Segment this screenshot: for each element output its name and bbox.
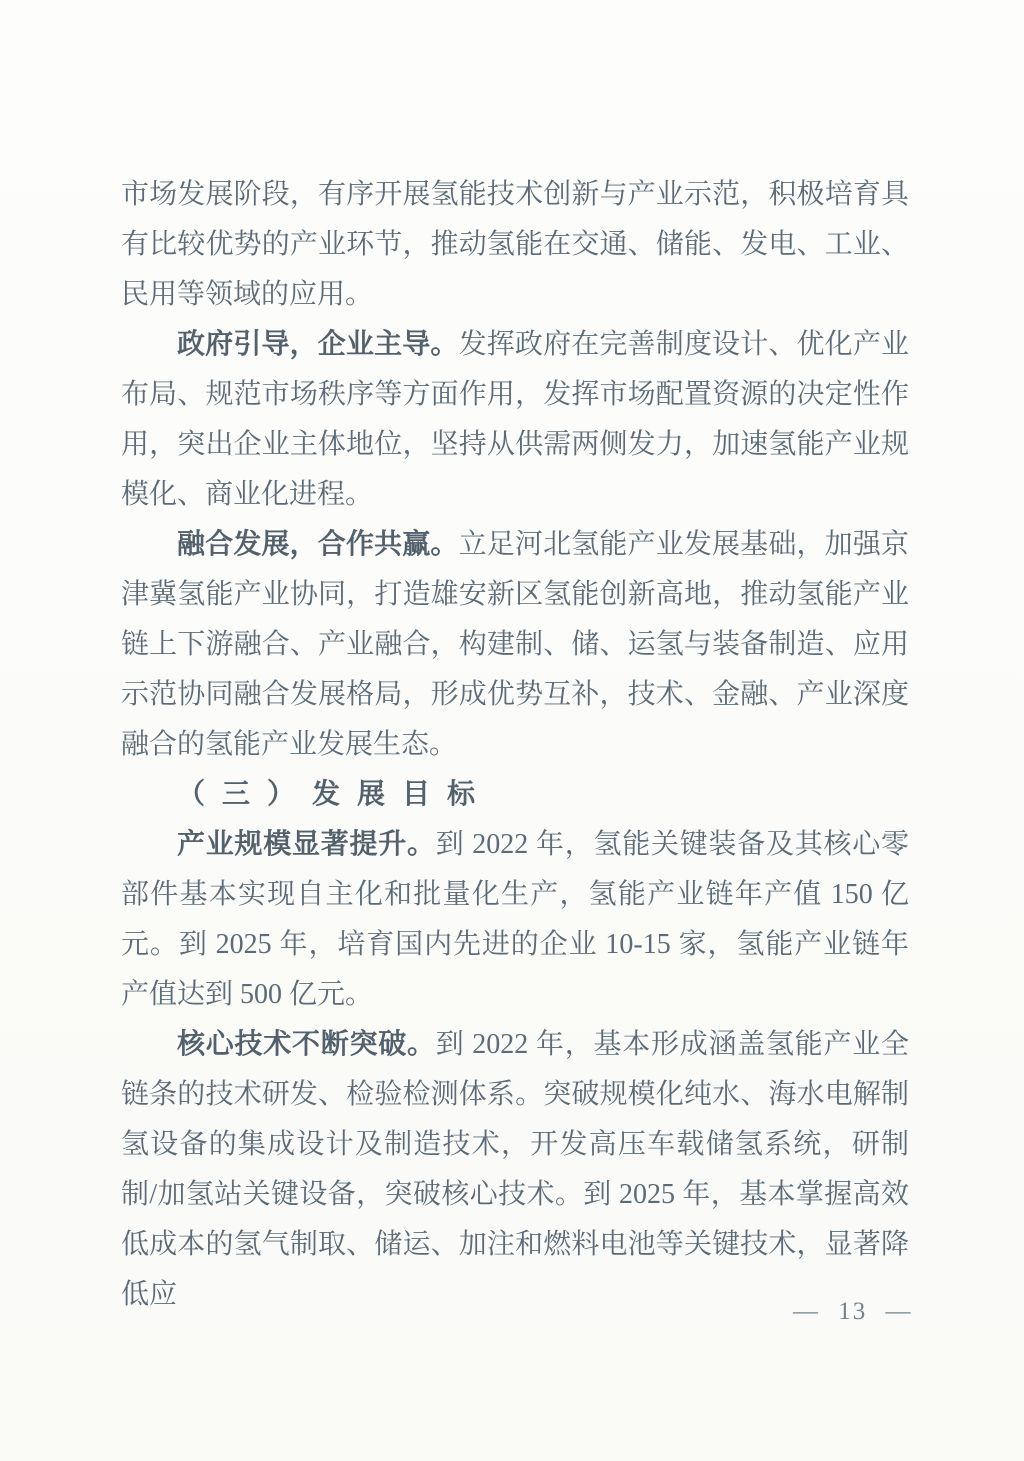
page-number: — 13 — bbox=[793, 1298, 913, 1325]
paragraph-lead: 融合发展，合作共赢。 bbox=[177, 529, 459, 560]
paragraph-lead: 政府引导，企业主导。 bbox=[177, 329, 459, 360]
paragraph-lead: 核心技术不断突破。 bbox=[177, 1029, 436, 1060]
paragraph-lead: 产业规模显著提升。 bbox=[177, 829, 436, 860]
paragraph-text: 立足河北氢能产业发展基础，加强京津冀氢能产业协同，打造雄安新区氢能创新高地，推动氢能产业链上下游融合、产业融合，构建制、储、运氢与装备制造、应用示范协同融合发展格局，形成优势互补，技术、金融、产业深度融合的氢能产业发展生态。 bbox=[121, 529, 909, 760]
paragraph-market-stage-continuation bbox=[121, 170, 909, 320]
heading-text: （三）发展目标 bbox=[177, 779, 493, 810]
paragraph-text: 到 2022 年，氢能关键装备及其核心零部件基本实现自主化和批量化生产，氢能产业链年产值 150 亿元。到 2025 年，培育国内先进的企业 10-15 家，氢能产业链年产值达到 500 亿元。 bbox=[121, 829, 909, 1010]
paragraph-text: 发挥政府在完善制度设计、优化产业布局、规范市场秩序等方面作用，发挥市场配置资源的决定性作用，突出企业主体地位，坚持从供需两侧发力，加速氢能产业规模化、商业化进程。 bbox=[121, 329, 909, 510]
paragraph-core-technology bbox=[121, 1020, 909, 1320]
paragraph-text: 到 2022 年，基本形成涵盖氢能产业全链条的技术研发、检验检测体系。突破规模化纯水、海水电解制氢设备的集成设计及制造技术，开发高压车载储氢系统，研制制/加氢站关键设备，突破核心技术。到 2025 年，基本掌握高效低成本的氢气制取、储运、加注和燃料电池等关键技术，显著降低应 bbox=[121, 1029, 909, 1310]
section-heading-development-goals bbox=[121, 770, 909, 820]
document-body bbox=[121, 170, 909, 1320]
paragraph-government-guidance bbox=[121, 320, 909, 520]
paragraph-integrated-development bbox=[121, 520, 909, 770]
paragraph-text: 市场发展阶段，有序开展氢能技术创新与产业示范，积极培育具有比较优势的产业环节，推动氢能在交通、储能、发电、工业、民用等领域的应用。 bbox=[121, 179, 909, 310]
paragraph-industry-scale bbox=[121, 820, 909, 1020]
